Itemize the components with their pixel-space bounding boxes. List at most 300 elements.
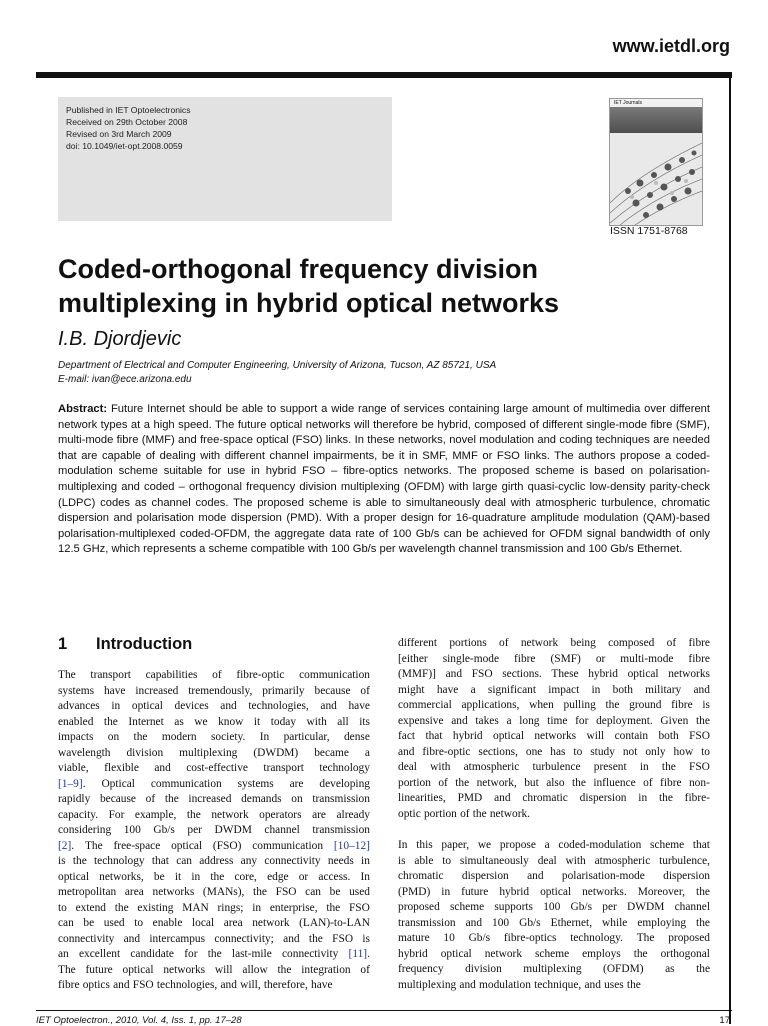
affiliation: Department of Electrical and Computer Engineering, University of Arizona, Tucson, AZ 85721, USA (58, 360, 497, 371)
word: optical (171, 839, 203, 852)
word: systems (58, 684, 95, 697)
word: is (702, 699, 710, 711)
word: also (546, 776, 565, 789)
word: excellent (79, 948, 121, 960)
word: per (602, 901, 617, 913)
word: of (212, 669, 222, 681)
text-line (58, 916, 370, 932)
word: hybrid (499, 885, 530, 898)
cover-title-band (610, 107, 702, 133)
text-line (398, 729, 710, 745)
word: intercampus (149, 932, 206, 945)
word: portions (449, 637, 487, 649)
word: will (586, 730, 605, 742)
word: and (693, 683, 710, 696)
word: society. (210, 731, 246, 743)
word: to (442, 854, 452, 867)
word: or (298, 870, 309, 883)
author-email[interactable]: E-mail: ivan@ece.arizona.edu (58, 374, 192, 385)
word: viable, (58, 762, 89, 774)
text-line (58, 730, 370, 746)
word: but (524, 776, 539, 789)
citation-link[interactable]: [1–9] (58, 777, 83, 790)
text-line (58, 746, 370, 762)
word: The (58, 669, 76, 681)
word: optical (493, 730, 524, 742)
word: being (570, 637, 596, 649)
word: proposed (668, 932, 710, 944)
word: both (658, 730, 679, 742)
word: fibre-optics (503, 932, 557, 944)
word: as (174, 715, 184, 728)
word: present (593, 761, 627, 773)
word: the (72, 855, 87, 867)
word: future (461, 885, 489, 898)
word: and (220, 979, 237, 991)
word: impact (548, 683, 580, 696)
word (334, 839, 370, 855)
word: technology (319, 762, 370, 774)
text-line (398, 854, 710, 870)
word: when (529, 699, 554, 711)
word: The (84, 839, 103, 852)
word: Gb/s (468, 932, 491, 944)
abstract-label: Abstract: (58, 403, 108, 415)
word: (MMF)] (398, 668, 436, 680)
word: (LAN)-to-LAN (299, 917, 370, 929)
word: fibre (58, 979, 80, 991)
word: rapidly (58, 793, 91, 805)
word: multiplexing (398, 978, 457, 991)
footer-citation: IET Optoelectron., 2010, Vol. 4, Iss. 1, pp. 17–28 (36, 1015, 242, 1026)
word: These (551, 668, 579, 680)
word: considering (58, 824, 112, 836)
word: to (58, 901, 67, 914)
word: proposed (398, 901, 440, 913)
word: employing (637, 916, 687, 929)
word: needs (327, 855, 354, 867)
journal-cover-thumbnail (609, 98, 703, 226)
word: atmospheric (594, 854, 651, 867)
word: the (661, 761, 676, 773)
word: address (199, 855, 234, 867)
word: the (186, 808, 201, 821)
author-name: I.B. Djordjevic (58, 328, 182, 350)
word: (OFDM) (603, 963, 644, 975)
word: with (430, 761, 451, 773)
word: and (584, 978, 601, 991)
word: primarily (262, 684, 305, 697)
word: linearities, (398, 792, 446, 804)
word: (PMD) (398, 885, 431, 898)
text-line (398, 869, 710, 885)
word: polarisation-mode (561, 870, 645, 882)
word: In (360, 870, 370, 883)
text-line (58, 699, 370, 715)
text-line (58, 885, 370, 901)
word: to (573, 745, 583, 758)
word: networks (152, 886, 195, 898)
word: technology (94, 855, 145, 867)
word: modern (161, 731, 197, 743)
text-line (398, 900, 710, 916)
word: the (633, 947, 648, 960)
word: a (544, 839, 550, 851)
word: in (361, 855, 370, 867)
word: how (673, 745, 694, 758)
word: dispersion (461, 870, 509, 882)
word: fibre (688, 637, 710, 649)
author-affiliation-block (58, 359, 496, 387)
word: commercial (398, 699, 452, 711)
text-line (58, 792, 370, 808)
word: enabled (58, 715, 94, 728)
text-line (58, 947, 370, 963)
word: we (477, 839, 492, 851)
text-line (58, 901, 370, 917)
word: the (277, 963, 292, 976)
word: its (359, 715, 370, 728)
word: in (441, 885, 451, 898)
word: be (83, 917, 95, 929)
word: as (665, 963, 675, 975)
word: wavelength (58, 746, 111, 759)
received-date: Received on 29th October 2008 (66, 117, 188, 127)
word: orthogonal (660, 947, 710, 960)
header-rule (36, 72, 732, 78)
word: the (253, 886, 267, 898)
word: networks, (99, 870, 144, 883)
word: of (145, 793, 156, 805)
word: uses (604, 978, 624, 991)
word: FSO (689, 730, 710, 742)
word: in (252, 901, 262, 914)
word: and (459, 978, 476, 991)
word: sections. (502, 668, 542, 680)
word: time (547, 714, 568, 727)
word: the (207, 948, 222, 960)
word: have (348, 700, 370, 712)
word: long (519, 714, 540, 727)
word: technologies, (248, 700, 309, 712)
word: multiplexing (523, 963, 582, 975)
word: the (114, 901, 129, 914)
footer-rule (36, 1010, 732, 1011)
word: on (291, 793, 303, 805)
word: systems (237, 777, 274, 790)
word: dispersion (579, 792, 627, 804)
word: has (550, 745, 566, 758)
word: optical (440, 947, 472, 960)
word: scheme (534, 947, 570, 960)
word: can (305, 886, 321, 898)
text-line (58, 715, 370, 731)
word: per (187, 824, 202, 836)
journal-url[interactable]: www.ietdl.org (612, 36, 730, 56)
word: and (398, 745, 415, 758)
word: and (113, 979, 130, 991)
word: and (527, 870, 544, 882)
word: [2]. (58, 839, 75, 852)
text-line (398, 791, 710, 807)
word: the (472, 807, 487, 820)
word: area (124, 886, 144, 898)
text-line (58, 932, 370, 948)
text-line (58, 668, 370, 684)
word: [11]. (348, 948, 370, 960)
word: hybrid (398, 947, 428, 960)
word: to (134, 917, 144, 929)
word: Internet (128, 715, 164, 728)
text-line (58, 839, 370, 855)
text-line (58, 777, 370, 793)
word: fibre-optic (422, 745, 471, 758)
word: optical (627, 668, 659, 680)
word: area (223, 917, 243, 929)
word: we (194, 715, 208, 728)
word: of (438, 776, 448, 789)
word: connectivity (58, 932, 115, 945)
word: connectivity; (214, 932, 274, 945)
word: atmospheric (463, 761, 520, 773)
text-line (398, 978, 710, 994)
word: and (465, 916, 483, 929)
word: Optical (101, 777, 135, 790)
word: existing (137, 901, 174, 914)
word: (MANs), (202, 886, 245, 898)
word: transport (263, 762, 304, 774)
word: FSO (348, 901, 370, 914)
word: a (364, 746, 370, 759)
word: the (696, 916, 710, 929)
word: 100 (543, 901, 561, 913)
word: hybrid (588, 668, 618, 680)
text-line (398, 776, 710, 792)
word: different (398, 637, 438, 649)
text-line (58, 761, 370, 777)
text-line (58, 808, 370, 824)
word: division (465, 963, 502, 975)
citation-link[interactable]: [10–12] (333, 839, 370, 852)
word: used (349, 886, 370, 898)
word: non- (688, 776, 710, 789)
word: fibre (671, 699, 693, 711)
word: might (398, 683, 425, 696)
word: operators (259, 808, 302, 821)
word: allow (242, 963, 268, 976)
word: Moreover, (637, 885, 686, 898)
word: one (525, 745, 543, 758)
word: networks (163, 963, 206, 976)
word: technology. (570, 932, 623, 944)
word: fibre (660, 776, 682, 789)
word: network (484, 947, 523, 960)
word: The (636, 932, 655, 944)
word: communication (299, 669, 370, 681)
revised-date: Revised on 3rd March 2009 (66, 129, 172, 139)
doi[interactable]: doi: 10.1049/iet-opt.2008.0059 (66, 141, 183, 151)
word: of (643, 776, 653, 789)
word: network (252, 917, 290, 929)
word: is (398, 854, 406, 867)
word: demands (241, 793, 282, 805)
word: be (329, 886, 341, 898)
word: for (184, 948, 198, 960)
word: is (58, 855, 66, 867)
word: that (425, 730, 443, 742)
word: devices (174, 700, 209, 712)
word: technique, (534, 978, 582, 991)
word: integration (301, 963, 351, 976)
word: the (164, 793, 179, 805)
word: the (696, 885, 710, 898)
word: a (506, 714, 512, 727)
word: have (436, 683, 459, 696)
word: turbulence (532, 761, 581, 773)
word: network. (489, 807, 531, 820)
cover-artwork (610, 133, 702, 225)
text-line (58, 684, 370, 700)
text-line (398, 667, 710, 683)
word: example, (134, 808, 177, 821)
word: DWDM (214, 824, 252, 836)
word: have (103, 684, 126, 697)
page-border-rule (729, 78, 731, 1024)
word: transmission (398, 916, 456, 929)
text-line (398, 683, 710, 699)
abstract-text: Future Internet should be able to support a wide range of services containing large amount of multimedia over different network types at a high speed. The future optical networks will therefore be hybrid, composed of different single-mode fibre (SMF), multi-mode fibre (MMF) and free-space optical (FSO) links. In these networks, novel modulation and coding techniques are needed that are capable of dealing with different channel impairments, be it in SMF, MMF or FSO links. The authors propose a coded-modulation scheme suitable for use in hybrid FSO – fibre-optics networks. The proposed scheme is based on polarisation-multiplexing and coded – orthogonal frequency division multiplexing (OFDM) with large girth quasi-cyclic low-density parity-check (LDPC) codes as channel codes. The proposed scheme is able to simultaneously deal with atmospheric turbulence, chromatic dispersion and polarisation mode dispersion (PMD). With a proper design for 16-quadrature amplitude modulation (QAM)-based polarisation-multiplexed coded-OFDM, the aggregate data rate of 100 Gb/s can be achieved for OFDM signal bandwidth of only 12.5 GHz, which represents a scheme compatible with 100 Gb/s per wavelength channel transmission and 100 Gb/s Ethernet. (58, 403, 710, 556)
word: will (214, 963, 233, 976)
word: and (494, 792, 511, 804)
word: on (107, 731, 120, 743)
word: connectivity (282, 948, 339, 960)
word: sections, (478, 745, 518, 758)
word: cost-effective (186, 762, 248, 774)
word: dense (343, 731, 370, 743)
word: multiplexing (179, 746, 238, 759)
word: (SMF) (550, 652, 581, 665)
word: the (658, 792, 673, 804)
word: the (695, 714, 710, 727)
word: edge (267, 870, 289, 883)
issn: ISSN 1751-8768 (610, 225, 688, 237)
abstract (58, 402, 710, 558)
word: communication (150, 777, 222, 790)
word: fibre (688, 652, 710, 665)
word: chromatic (522, 792, 568, 804)
citation-link[interactable]: [11] (348, 948, 368, 960)
word: connectivity (264, 855, 321, 867)
word: deal (537, 854, 557, 867)
word: be (153, 870, 165, 883)
word: mature (398, 932, 430, 944)
text-line (398, 698, 710, 714)
word: in (591, 683, 601, 696)
word: free-space (113, 839, 161, 852)
word: candidate (130, 948, 174, 960)
word: to (701, 745, 710, 758)
text-line (398, 652, 710, 668)
word: because (99, 793, 136, 805)
word: today (270, 715, 297, 728)
word: while (602, 916, 628, 929)
word: increased (188, 793, 232, 805)
word: In (259, 731, 270, 743)
word: and (154, 762, 171, 774)
word: already (336, 808, 370, 821)
word: any (240, 855, 258, 867)
word: increased (135, 684, 179, 697)
word: the (605, 699, 620, 711)
word: study (590, 745, 615, 758)
word: is (362, 932, 370, 945)
word: optical (58, 870, 89, 883)
word: [either (398, 652, 428, 665)
word: (DWDM) (253, 746, 299, 759)
word: know (218, 715, 244, 728)
word: are (312, 808, 326, 821)
word: 100 (492, 916, 510, 929)
word: applications, (461, 699, 520, 711)
word: optical (122, 963, 154, 976)
word: because (314, 684, 351, 697)
text-line (398, 636, 710, 652)
word: the (103, 715, 118, 728)
word: modulation (479, 978, 531, 991)
citation-link[interactable]: [2] (58, 839, 72, 852)
published-in: Published in IET Optoelectronics (66, 105, 191, 115)
text-line (398, 807, 710, 823)
word: fibre-optic (236, 669, 285, 681)
word: the (308, 932, 323, 945)
word: the (326, 901, 341, 914)
word: expensive (398, 714, 444, 727)
word: military (645, 683, 682, 696)
word: optical (131, 700, 163, 712)
section-title: Introduction (96, 635, 193, 653)
word: pulling (563, 699, 596, 711)
word: all (337, 715, 349, 728)
word: enterprise, (269, 901, 318, 914)
word: fibre- (684, 792, 710, 804)
word: fibre (513, 652, 536, 665)
word: the (455, 776, 470, 789)
word: access. (318, 870, 351, 883)
word: and (445, 668, 463, 680)
text-line (398, 745, 710, 761)
word: MAN (182, 901, 209, 914)
word: the (696, 963, 710, 975)
word: flexible (104, 762, 139, 774)
word: for (575, 714, 589, 727)
word: a (470, 683, 476, 696)
word: that (151, 855, 169, 867)
word: ground (629, 699, 662, 711)
word: of (460, 807, 470, 820)
word: this (416, 839, 433, 851)
word: Gb/s (519, 916, 541, 929)
word: takes (475, 714, 499, 727)
word: [1–9]. (58, 777, 86, 790)
word: paper, (441, 839, 470, 851)
word: rings; (217, 901, 244, 914)
word: chromatic (398, 870, 444, 882)
word: of (360, 684, 370, 697)
word: scheme (449, 901, 485, 913)
word: 100 (123, 824, 141, 836)
text-line (398, 838, 710, 854)
word: transport (90, 669, 131, 681)
